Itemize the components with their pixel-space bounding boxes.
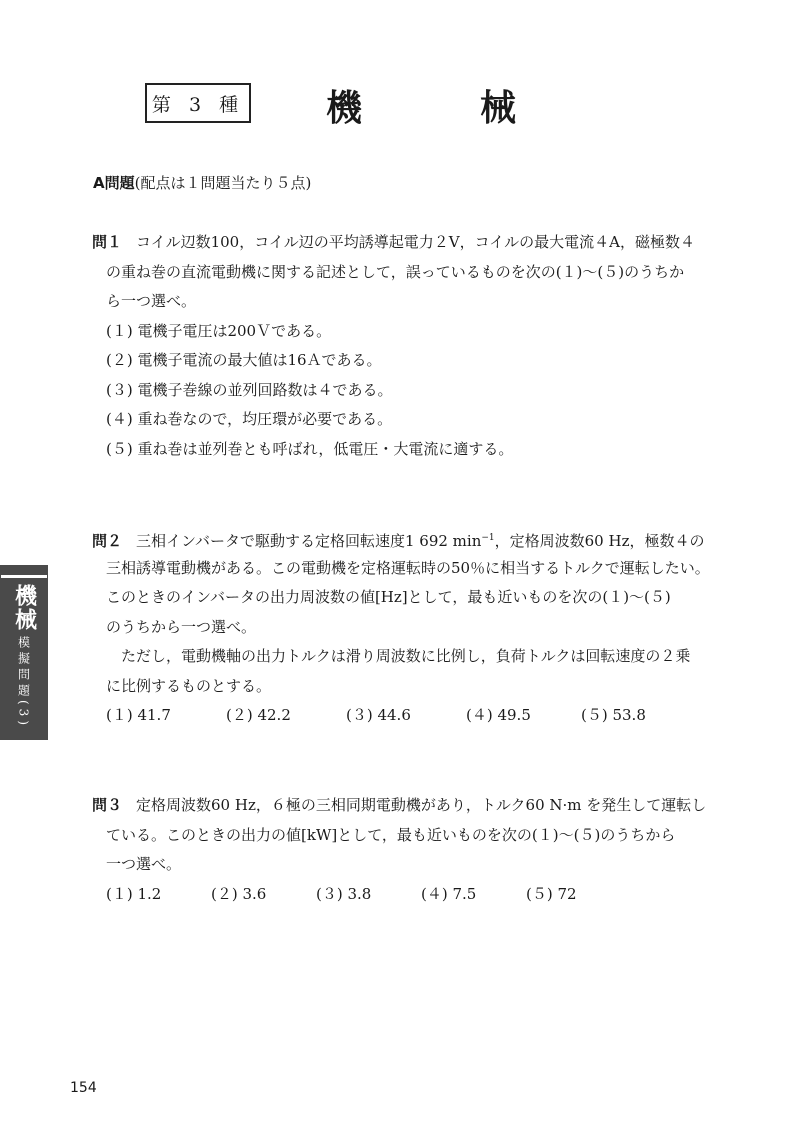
category-label: 第 3 種	[151, 93, 245, 116]
question-2	[92, 524, 722, 731]
side-tab-title: 機械	[11, 584, 37, 632]
choice-item: (３) 44.6	[346, 706, 411, 724]
choice-row	[92, 701, 722, 731]
choice-item: (５) 重ね巻は並列巻とも呼ばれ，低電圧・大電流に適する。	[106, 439, 514, 458]
question-3	[92, 791, 722, 909]
choice-item: (３) 3.8	[316, 884, 372, 903]
choice-item: (５) 53.8	[581, 706, 646, 724]
choice-item: (１) 電機子電圧は200Ｖである。	[106, 321, 332, 340]
choice-item: (１) 41.7	[106, 706, 171, 724]
choice-item: (５) 72	[526, 884, 577, 903]
choice-item: (４) 重ね巻なので，均圧環が必要である。	[106, 410, 393, 428]
question-1-text: ら一つ選べ。	[106, 292, 197, 310]
question-3-text: 一つ選べ。	[106, 855, 182, 873]
side-tab-subtitle: 模擬問題(3)	[16, 636, 31, 729]
question-1	[92, 228, 722, 464]
choice-item: (２) 3.6	[211, 884, 267, 903]
page-number: 154	[70, 1080, 97, 1096]
question-1-number: 問１	[92, 233, 123, 251]
choice-row	[92, 880, 722, 910]
choice-item: (３) 電機子巻線の並列回路数は４である。	[106, 380, 393, 399]
question-2-text: のうちから一つ選べ。	[106, 617, 257, 636]
question-2-text: ，定格周波数60 Hz，極数４の	[494, 532, 705, 550]
question-3-text: ている。このときの出力の値[kW]として，最も近いものを次の(１)～(５)のうちから	[106, 825, 676, 844]
choice-item: (２) 電機子電流の最大値は16Ａである。	[106, 351, 382, 369]
title-char-1: 機	[326, 87, 363, 129]
question-2-text: 三相誘導電動機がある。この電動機を定格運転時の50％に相当するトルクで運転したい。	[106, 558, 710, 577]
question-2-text: このときのインバータの出力周波数の値[Hz]として，最も近いものを次の(１)～(５)	[106, 588, 671, 606]
choice-item: (２) 42.2	[226, 706, 291, 724]
choice-item: (４) 49.5	[466, 706, 531, 724]
section-note: (配点は１問題当たり５点)	[134, 174, 312, 192]
tab-divider	[1, 575, 47, 578]
question-3-number: 問３	[92, 796, 123, 814]
category-box	[145, 83, 251, 123]
section-heading	[93, 172, 311, 193]
choice-item: (１) 1.2	[106, 884, 162, 903]
section-title: A問題	[93, 174, 135, 192]
question-1-text: コイル辺数100，コイル辺の平均誘導起電力２V，コイルの最大電流４A，磁極数４	[136, 233, 695, 251]
side-index-tab	[0, 565, 48, 740]
question-2-note: に比例するものとする。	[106, 676, 272, 695]
question-2-text: 三相インバータで駆動する定格回転速度1 692 min	[136, 532, 482, 550]
question-1-text: の重ね巻の直流電動機に関する記述として，誤っているものを次の(１)～(５)のうちか	[106, 262, 685, 281]
question-3-text: 定格周波数60 Hz，６極の三相同期電動機があり，トルク60 N·m を発生して運転し	[136, 796, 707, 814]
choice-item: (４) 7.5	[421, 884, 477, 903]
question-2-note: ただし，電動機軸の出力トルクは滑り周波数に比例し，負荷トルクは回転速度の２乗	[121, 647, 691, 665]
exponent: −1	[481, 533, 495, 543]
question-2-number: 問２	[92, 532, 123, 550]
page-title	[326, 80, 516, 130]
title-char-2: 械	[479, 87, 516, 129]
